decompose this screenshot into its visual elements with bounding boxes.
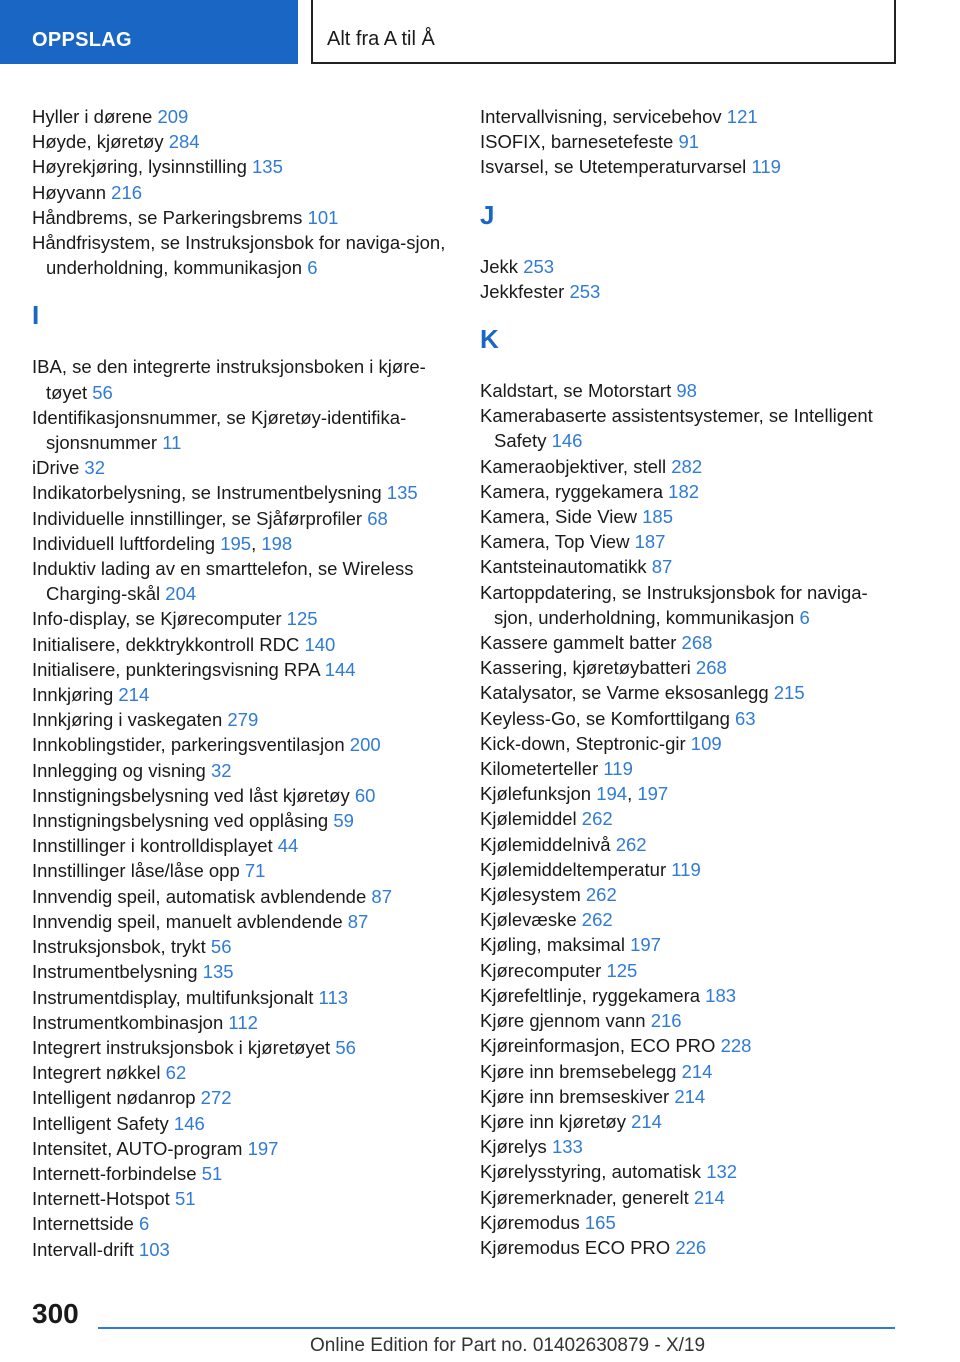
index-entry — [480, 630, 900, 655]
page-number: 300 — [32, 1298, 79, 1329]
index-entry — [480, 154, 900, 179]
section-label: OPPSLAG — [32, 29, 132, 51]
index-entry — [480, 907, 900, 932]
index-entry — [480, 479, 900, 504]
page-reference-link[interactable]: 135 — [252, 156, 283, 178]
index-entry — [480, 554, 900, 579]
index-entry-term: Kjølemiddelnivå — [480, 833, 611, 855]
index-entry-term: Individuelle innstillinger, se Sjåførprofiler — [32, 507, 363, 529]
index-entry — [32, 732, 452, 757]
index-entry-term: Info-display, se Kjørecomputer — [32, 608, 282, 630]
index-entry-term: Jekkfester — [480, 280, 565, 302]
index-entry — [32, 1060, 452, 1085]
index-entry-term: Kjølefunksjon — [480, 783, 592, 805]
index-entry — [480, 731, 900, 756]
index-letter-heading: J — [480, 199, 495, 230]
index-entry-term: Induktiv lading av en smarttelefon, se Wireless Charging-skål — [32, 558, 414, 605]
index-entry — [480, 403, 900, 453]
index-entry — [480, 706, 900, 731]
index-entry-term: Instrumentdisplay, multifunksjonalt — [32, 986, 314, 1008]
page-reference-link[interactable]: 197 — [630, 934, 661, 956]
page-reference-link[interactable]: 125 — [286, 608, 318, 630]
index-entry-term: Internett-Hotspot — [32, 1188, 170, 1210]
page-reference-link[interactable]: 71 — [244, 860, 266, 882]
index-entry — [32, 1111, 452, 1136]
page-reference-link[interactable]: 87 — [371, 885, 392, 907]
index-entry — [32, 480, 452, 505]
index-entry-term: Innvendig speil, automatisk avblendende — [32, 885, 367, 907]
page-reference-link[interactable]: 62 — [165, 1062, 187, 1084]
index-entry-term: Kjøremerknader, generelt — [480, 1186, 689, 1208]
index-entry — [32, 354, 452, 404]
page-reference-link[interactable]: 56 — [335, 1036, 356, 1058]
index-entry-term: Kjøremodus — [480, 1211, 580, 1233]
page-reference-link[interactable]: 262 — [581, 808, 613, 830]
index-entry — [480, 1185, 900, 1210]
index-entry-term: Kamera, Side View — [480, 506, 637, 528]
index-entry-term: Jekk — [480, 255, 519, 277]
page-reference-link[interactable]: 140 — [304, 633, 336, 655]
page-reference-link[interactable]: 187 — [634, 531, 666, 553]
index-entry — [32, 1136, 452, 1161]
index-letter-heading: K — [480, 324, 499, 355]
index-entry — [32, 1237, 452, 1262]
page-reference-link[interactable]: 101 — [307, 206, 339, 228]
index-entry-term: Hyller i dørene — [32, 106, 153, 127]
index-entry-term: Kjøre gjennom vann — [480, 1010, 646, 1032]
page-reference-link[interactable]: 262 — [615, 833, 647, 855]
index-entry-term: Innkjøring — [32, 684, 114, 706]
index-entry — [480, 655, 900, 680]
page-reference-link[interactable]: 197 — [247, 1137, 279, 1159]
index-entry-term: Integrert nøkkel — [32, 1062, 161, 1084]
page-reference-link[interactable]: 6 — [138, 1213, 150, 1235]
page-reference-link[interactable]: 216 — [111, 181, 143, 203]
page-reference-link[interactable]: 87 — [347, 910, 369, 932]
page-reference-link[interactable]: 11 — [162, 432, 182, 454]
index-entry — [480, 1210, 900, 1235]
index-entry — [32, 506, 452, 531]
index-entry-term: iDrive — [32, 457, 80, 479]
index-entry-term: Identifikasjonsnummer, se Kjøretøy-identifika-sjonsnummer — [32, 406, 407, 454]
index-entry — [32, 230, 452, 280]
index-entry — [480, 254, 900, 279]
page-reference-link[interactable]: 44 — [277, 835, 299, 857]
page-reference-link[interactable]: 284 — [168, 131, 200, 153]
page-reference-link[interactable]: 183 — [705, 984, 737, 1006]
index-entry-term: Høyde, kjøretøy — [32, 131, 164, 153]
index-entry — [32, 1186, 452, 1211]
index-entry-term: Initialisere, punkteringsvisning RPA — [32, 658, 320, 680]
index-entry-term: ISOFIX, barnesetefeste — [480, 131, 674, 153]
index-entry-term: Kassere gammelt batter — [480, 632, 677, 654]
page-reference-link[interactable]: 209 — [157, 106, 189, 127]
index-entry-term: Innstillinger i kontrolldisplayet — [32, 835, 273, 857]
page-reference-link[interactable]: 112 — [228, 1011, 258, 1033]
index-entry-term: Håndfrisystem, se Instruksjonsbok for naviga-sjon, underholdning, kommunikasjon — [32, 232, 446, 279]
page-reference-link[interactable]: 200 — [349, 734, 381, 756]
index-entry-term: IBA, se den integrerte instruksjonsboken i kjøre-tøyet — [32, 356, 426, 403]
index-entry-term: Høyvann — [32, 181, 107, 203]
index-entry-term: Kick-down, Steptronic-gir — [480, 732, 686, 754]
page-reference-link[interactable]: 146 — [551, 430, 583, 452]
index-entry-term: Kamera, Top View — [480, 531, 630, 553]
page-reference-link[interactable]: 113 — [318, 986, 349, 1008]
index-entry-term: Kjøremodus ECO PRO — [480, 1236, 671, 1258]
index-entry-term: Kilometerteller — [480, 758, 599, 780]
index-entry-term: Intelligent Safety — [32, 1112, 169, 1134]
index-entry — [480, 580, 900, 630]
index-entry — [480, 104, 900, 129]
page-reference-link[interactable]: 144 — [324, 658, 356, 680]
index-entry-term: Isvarsel, se Utetemperaturvarsel — [480, 156, 747, 178]
page-reference-link[interactable]: 165 — [584, 1211, 616, 1233]
index-entry-term: Innstigningsbelysning ved opplåsing — [32, 810, 329, 832]
page-reference-link[interactable]: 119 — [671, 858, 701, 880]
page-reference-link[interactable]: 133 — [551, 1136, 583, 1158]
index-entry — [480, 529, 900, 554]
index-entry — [480, 832, 900, 857]
page-reference-link[interactable]: 132 — [706, 1161, 738, 1183]
index-entry — [480, 983, 900, 1008]
page-reference-link[interactable]: 195 — [220, 532, 252, 554]
index-entry — [32, 1035, 452, 1060]
page-reference-link[interactable]: 197 — [637, 783, 669, 805]
page-reference-link[interactable]: 262 — [581, 909, 613, 931]
index-entry — [480, 454, 900, 479]
index-entry-term: Kjørefeltlinje, ryggekamera — [480, 984, 701, 1006]
index-entry — [32, 129, 452, 154]
index-entry-term: Kjølemiddel — [480, 808, 577, 830]
page-reference-link[interactable]: 279 — [227, 709, 259, 731]
index-entry-term: Intensitet, AUTO-program — [32, 1137, 243, 1159]
index-entry: Kjølefunksjon 194, 197 — [480, 783, 669, 805]
index-entry-term: Kantsteinautomatikk — [480, 556, 647, 578]
index-entry-term: Kjøre inn kjøretøy — [480, 1110, 626, 1132]
index-entry-term: Innstillinger låse/låse opp — [32, 860, 240, 882]
index-entry-term: Keyless-Go, se Komforttilgang — [480, 707, 730, 729]
index-entry-term: Kjølemiddeltemperatur — [480, 858, 667, 880]
index-entry — [32, 154, 452, 179]
index-entry-term: Instrumentbelysning — [32, 961, 198, 983]
index-entry-term: Kamera, ryggekamera — [480, 480, 664, 502]
index-entry — [32, 455, 452, 480]
index-entry-term: Innstigningsbelysning ved låst kjøretøy — [32, 784, 350, 806]
page-reference-link[interactable]: 214 — [631, 1110, 662, 1132]
index-entry-term: Intelligent nødanrop — [32, 1087, 196, 1109]
index-entry — [480, 1033, 900, 1058]
page-reference-link[interactable]: 91 — [678, 131, 700, 153]
index-entry-term: Intervall-drift — [32, 1238, 134, 1260]
page-reference-link[interactable]: 135 — [386, 482, 418, 504]
page-reference-link[interactable]: 214 — [693, 1186, 725, 1208]
index-entry — [32, 606, 452, 631]
page-reference-link[interactable]: 272 — [200, 1087, 232, 1109]
page-reference-link[interactable]: 121 — [726, 106, 758, 127]
page-reference-link[interactable]: 125 — [606, 959, 638, 981]
index-entry — [480, 1109, 900, 1134]
index-entry — [32, 909, 452, 934]
page-reference-link[interactable]: 6 — [307, 257, 318, 279]
page-reference-link[interactable]: 103 — [138, 1238, 170, 1260]
index-entry-term: Kjøreinformasjon, ECO PRO — [480, 1035, 716, 1057]
index-entry — [480, 1008, 900, 1033]
page-reference-link[interactable]: 56 — [92, 381, 113, 403]
index-column-left — [32, 104, 452, 1262]
index-entry-term: Kjøre inn bremseskiver — [480, 1085, 670, 1107]
page-reference-link[interactable]: 87 — [651, 556, 673, 578]
page-reference-link[interactable]: 51 — [174, 1188, 196, 1210]
index-entry-term: Kamerabaserte assistentsystemer, se Intelligent Safety — [480, 405, 873, 452]
chapter-title-box — [311, 0, 896, 64]
index-entry — [480, 378, 900, 403]
index-entry — [32, 959, 452, 984]
index-entry-term: Integrert instruksjonsbok i kjøretøyet — [32, 1036, 331, 1058]
index-entry — [32, 1010, 452, 1035]
index-entry-term: Innkoblingstider, parkeringsventilasjon — [32, 734, 345, 756]
index-letter-heading: I — [32, 300, 40, 331]
index-entry-term: Kjørelysstyring, automatisk — [480, 1161, 702, 1183]
index-entry — [480, 129, 900, 154]
page-reference-link[interactable]: 228 — [720, 1035, 752, 1057]
index-entry-term: Katalysator, se Varme eksosanlegg — [480, 682, 769, 704]
index-entry-term: Kjølesystem — [480, 884, 581, 906]
index-entry — [32, 808, 452, 833]
index-entry-term: Innvendig speil, manuelt avblendende — [32, 910, 343, 932]
index-entry-term: Høyrekjøring, lysinnstilling — [32, 156, 247, 178]
page-reference-link[interactable]: 214 — [118, 684, 150, 706]
section-tab — [0, 0, 298, 64]
index-entry-term: Individuell luftfordeling — [32, 532, 216, 554]
page-reference-link[interactable]: 56 — [210, 936, 232, 958]
index-entry-term: Kaldstart, se Motorstart — [480, 380, 672, 402]
page-reference-link[interactable]: 185 — [642, 506, 674, 528]
index-entry-term: Initialisere, dekktrykkontroll RDC — [32, 633, 300, 655]
index-entry — [32, 833, 452, 858]
page-reference-link[interactable]: 60 — [354, 784, 376, 806]
index-entry-term: Kameraobjektiver, stell — [480, 455, 667, 477]
page-reference-link[interactable]: 216 — [650, 1010, 682, 1032]
index-entry — [480, 756, 900, 781]
page-reference-link[interactable]: 253 — [523, 255, 555, 277]
index-entry — [32, 985, 452, 1010]
page-reference-link[interactable]: 51 — [201, 1162, 223, 1184]
page-reference-link[interactable]: 68 — [367, 507, 388, 529]
page-reference-link[interactable]: 194 — [596, 783, 628, 805]
index-entry — [32, 1211, 452, 1236]
index-entry-term: Intervallvisning, servicebehov — [480, 106, 722, 127]
index-entry — [32, 657, 452, 682]
index-entry-term: Kassering, kjøretøybatteri — [480, 657, 691, 679]
index-entry — [480, 932, 900, 957]
index-entry — [32, 205, 452, 230]
footer-edition-text: Online Edition for Part no. 01402630879 - X/19 — [310, 1335, 706, 1356]
page-reference-link[interactable]: 6 — [799, 606, 810, 628]
index-entry — [32, 632, 452, 657]
index-entry — [32, 783, 452, 808]
index-entry — [480, 1084, 900, 1109]
page-reference-link[interactable]: 268 — [695, 657, 727, 679]
index-entry-term: Internett-forbindelse — [32, 1162, 197, 1184]
index-entry — [32, 556, 452, 606]
index-entry-term: Indikatorbelysning, se Instrumentbelysning — [32, 482, 382, 504]
index-entry — [480, 806, 900, 831]
index-entry-term: Kartoppdatering, se Instruksjonsbok for naviga-sjon, underholdning, kommunikasjon — [480, 581, 868, 628]
page-reference-link[interactable]: 146 — [173, 1112, 205, 1134]
page-reference-link[interactable]: 98 — [676, 380, 697, 402]
page-reference-link[interactable]: 226 — [675, 1236, 707, 1258]
page-reference-link[interactable]: 198 — [261, 532, 293, 554]
page-reference-link[interactable]: 32 — [84, 457, 105, 479]
index-entry — [32, 1085, 452, 1110]
page-reference-link[interactable]: 63 — [735, 707, 756, 729]
index-entry — [480, 680, 900, 705]
page-reference-link[interactable]: 215 — [773, 682, 805, 704]
page-reference-link[interactable]: 135 — [202, 961, 234, 983]
index-entry — [32, 758, 452, 783]
page-reference-link[interactable]: 268 — [681, 632, 713, 654]
index-entry — [480, 958, 900, 983]
chapter-title: Alt fra A til Å — [327, 28, 435, 50]
index-entry-term: Innkjøring i vaskegaten — [32, 709, 223, 731]
index-entry-term: Håndbrems, se Parkeringsbrems — [32, 206, 303, 228]
index-entry — [32, 405, 452, 455]
page-reference-link[interactable]: 59 — [333, 810, 354, 832]
page-reference-link[interactable]: 262 — [585, 884, 617, 906]
index-entry — [480, 857, 900, 882]
page-header — [0, 0, 960, 66]
index-entry — [32, 1161, 452, 1186]
index-entry — [480, 279, 900, 304]
index-entry-term: Instrumentkombinasjon — [32, 1011, 224, 1033]
page-reference-link[interactable]: 119 — [603, 758, 633, 780]
index-entry — [32, 180, 452, 205]
page-reference-link[interactable]: 109 — [690, 732, 722, 754]
page-reference-link[interactable]: 214 — [674, 1085, 706, 1107]
index-entry-term: Kjølevæske — [480, 909, 577, 931]
page-reference-link[interactable]: 282 — [671, 455, 703, 477]
page-reference-link[interactable]: 253 — [569, 280, 601, 302]
page-reference-link[interactable]: 214 — [681, 1060, 713, 1082]
index-entry — [32, 858, 452, 883]
index-entry: Individuell luftfordeling 195, 198 — [32, 532, 293, 554]
index-entry — [32, 934, 452, 959]
index-entry-term: Instruksjonsbok, trykt — [32, 936, 206, 958]
index-entry — [32, 104, 452, 129]
index-entry — [480, 1159, 900, 1184]
index-column-right — [480, 104, 900, 1260]
index-entry-term: Kjøre inn bremsebelegg — [480, 1060, 677, 1082]
index-entry — [480, 1235, 900, 1260]
index-entry — [480, 504, 900, 529]
page-reference-link[interactable]: 119 — [751, 156, 781, 178]
index-entry — [32, 707, 452, 732]
index-entry-term: Innlegging og visning — [32, 759, 206, 781]
index-entry-term: Kjørecomputer — [480, 959, 602, 981]
index-entry-term: Internettside — [32, 1213, 134, 1235]
page-reference-link[interactable]: 204 — [165, 583, 197, 605]
index-entry — [480, 1134, 900, 1159]
index-entry — [480, 1059, 900, 1084]
index-entry — [32, 884, 452, 909]
index-entry — [32, 682, 452, 707]
footer-divider — [98, 1327, 895, 1329]
page-reference-link[interactable]: 182 — [668, 480, 700, 502]
index-entry-term: Kjørelys — [480, 1136, 547, 1158]
index-entry — [480, 882, 900, 907]
page-reference-link[interactable]: 32 — [210, 759, 232, 781]
index-entry-term: Kjøling, maksimal — [480, 934, 625, 956]
